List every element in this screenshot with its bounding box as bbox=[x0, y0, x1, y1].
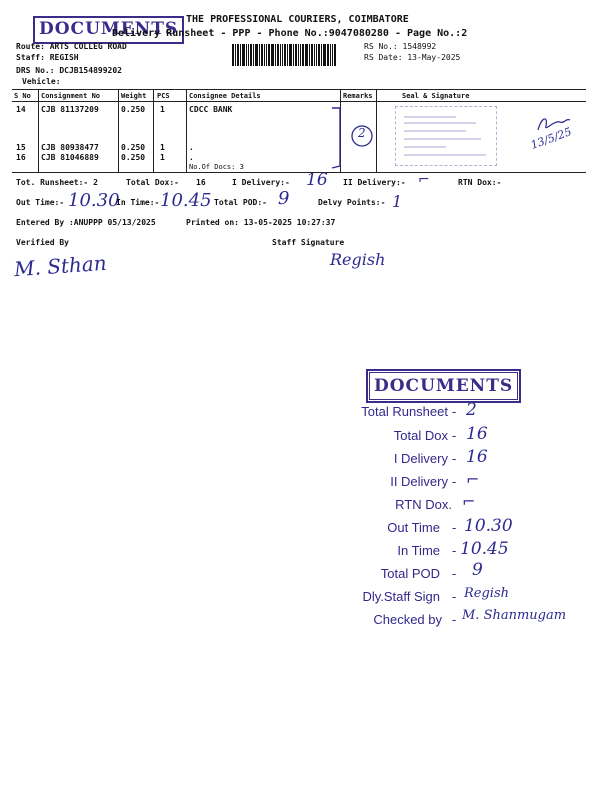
delvy-points-label: Delvy Points:- bbox=[318, 198, 386, 207]
in-time-label: In Time:- bbox=[116, 198, 160, 207]
summary-value-checked-by: M. Shanmugam bbox=[462, 608, 567, 623]
summary-dash-total-dox: - bbox=[452, 428, 457, 443]
col-header-weight: Weight bbox=[121, 92, 147, 100]
verified-by-signature: M. Sthan bbox=[13, 250, 108, 282]
row-16-sno: 16 bbox=[16, 153, 26, 162]
summary-value-total-runsheet: 2 bbox=[466, 400, 477, 420]
col-divider-4 bbox=[186, 89, 187, 172]
rs-no: RS No.: 1548992 bbox=[364, 42, 437, 51]
row-14-consignee: CDCC BANK bbox=[189, 105, 233, 114]
total-pod-value: 9 bbox=[278, 188, 290, 209]
summary-label-total-runsheet: Total Runsheet bbox=[361, 404, 448, 419]
tot-runsheet: Tot. Runsheet:- 2 bbox=[16, 178, 98, 187]
total-dox-value: 16 bbox=[196, 178, 206, 187]
total-pod-label: Total POD:- bbox=[214, 198, 267, 207]
row-16-weight: 0.250 bbox=[121, 153, 146, 162]
row-16-pcs: 1 bbox=[160, 153, 165, 162]
row-16-consignment: CJB 81046889 bbox=[41, 153, 99, 162]
table-bottom-border bbox=[12, 172, 586, 173]
table-header-border bbox=[12, 101, 586, 102]
row-15-sno: 15 bbox=[16, 143, 26, 152]
col-header-pcs: PCS bbox=[157, 92, 170, 100]
out-time-value: 10.30 bbox=[68, 190, 120, 211]
summary-value-i-delivery: 16 bbox=[466, 447, 488, 467]
entered-by: Entered By :ANUPPP 05/13/2025 bbox=[16, 218, 156, 227]
summary-label-total-pod: Total POD bbox=[380, 566, 440, 581]
table-top-border bbox=[12, 89, 586, 90]
col-header-sno: S No bbox=[14, 92, 31, 100]
staff: Staff: REGISH bbox=[16, 53, 79, 62]
i-delivery-value: 16 bbox=[306, 170, 328, 190]
rs-date: RS Date: 13-May-2025 bbox=[364, 53, 461, 62]
summary-dash-ii-delivery: - bbox=[452, 474, 457, 489]
summary-dash-checked-by: - bbox=[452, 612, 457, 627]
summary-label-dly-staff-sign: Dly.Staff Sign bbox=[362, 589, 440, 604]
i-delivery-label: I Delivery:- bbox=[232, 178, 290, 187]
seal-signature-scribble bbox=[534, 114, 574, 134]
summary-dash-out-time: - bbox=[452, 520, 457, 535]
summary-value-rtn-dox: ⌐ bbox=[462, 492, 476, 511]
vehicle: Vehicle: bbox=[22, 77, 61, 86]
verified-by-label: Verified By bbox=[16, 238, 69, 247]
row-15-weight: 0.250 bbox=[121, 143, 146, 152]
documents-stamp-top-text: DOCUMENTS bbox=[39, 19, 179, 39]
runsheet-title: Delivery Runsheet - PPP - Phone No.:9047080280 - Page No.:2 bbox=[112, 28, 468, 39]
drs-no: DRS No.: DCJB154899202 bbox=[16, 66, 122, 75]
seal-signature-handwritten: 13/5/25 bbox=[529, 125, 574, 152]
summary-value-ii-delivery: ⌐ bbox=[466, 470, 480, 489]
documents-stamp-summary-text: DOCUMENTS bbox=[374, 376, 514, 396]
col-header-consignment: Consignment No bbox=[41, 92, 101, 100]
documents-stamp-summary bbox=[366, 369, 521, 403]
ii-delivery-value: ⌐ bbox=[418, 172, 430, 188]
in-time-value: 10.45 bbox=[160, 190, 212, 211]
summary-label-total-dox: Total Dox bbox=[393, 428, 448, 443]
summary-label-out-time: Out Time bbox=[387, 520, 440, 535]
col-divider-1 bbox=[38, 89, 39, 172]
col-divider-3 bbox=[153, 89, 154, 172]
summary-label-ii-delivery: II Delivery bbox=[390, 474, 448, 489]
row-14-weight: 0.250 bbox=[121, 105, 146, 114]
ii-delivery-label: II Delivery:- bbox=[343, 178, 406, 187]
row-15-consignee: . bbox=[189, 143, 194, 152]
col-header-remarks: Remarks bbox=[343, 92, 373, 100]
summary-label-i-delivery: I Delivery bbox=[393, 451, 448, 466]
remark-handwritten: 2 bbox=[358, 126, 366, 140]
row-16-consignee: . bbox=[189, 153, 194, 162]
route: Route: ARTS COLLEG ROAD bbox=[16, 42, 127, 51]
summary-value-in-time: 10.45 bbox=[460, 539, 509, 559]
row-15-consignment: CJB 80938477 bbox=[41, 143, 99, 152]
seal-stamp bbox=[395, 106, 497, 166]
documents-stamp-summary-inner bbox=[369, 372, 518, 400]
summary-dash-i-delivery: - bbox=[452, 451, 457, 466]
row-14-sno: 14 bbox=[16, 105, 26, 114]
summary-value-out-time: 10.30 bbox=[464, 516, 513, 536]
no-of-docs: No.Of Docs: 3 bbox=[189, 163, 244, 171]
summary-dash-total-runsheet: - bbox=[452, 404, 457, 419]
col-header-seal: Seal & Signature bbox=[402, 92, 470, 100]
row-15-pcs: 1 bbox=[160, 143, 165, 152]
seal-stamp-texture bbox=[396, 107, 496, 165]
summary-label-checked-by: Checked by bbox=[373, 612, 442, 627]
printed-on: Printed on: 13-05-2025 10:27:37 bbox=[186, 218, 336, 227]
summary-dash-total-pod: - bbox=[452, 566, 457, 581]
summary-value-total-pod: 9 bbox=[472, 560, 483, 580]
delvy-points-value: 1 bbox=[392, 192, 403, 211]
barcode bbox=[232, 44, 337, 66]
col-header-consignee: Consignee Details bbox=[189, 92, 261, 100]
staff-signature-label: Staff Signature bbox=[272, 238, 345, 247]
summary-label-in-time: In Time bbox=[397, 543, 440, 558]
company-name: THE PROFESSIONAL COURIERS, COIMBATORE bbox=[186, 14, 409, 25]
summary-dash-dly-staff-sign: - bbox=[452, 589, 457, 604]
summary-dash-in-time: - bbox=[452, 543, 457, 558]
row-14-pcs: 1 bbox=[160, 105, 165, 114]
total-dox-label: Total Dox:- bbox=[126, 178, 179, 187]
rtn-dox-label: RTN Dox:- bbox=[458, 178, 502, 187]
summary-label-rtn-dox: RTN Dox. bbox=[395, 497, 452, 512]
out-time-label: Out Time:- bbox=[16, 198, 65, 207]
remark-bracket-mark bbox=[328, 104, 378, 172]
summary-value-total-dox: 16 bbox=[466, 424, 488, 444]
staff-signature: Regish bbox=[330, 250, 386, 269]
summary-value-dly-staff-sign: Regish bbox=[464, 586, 510, 601]
row-14-consignment: CJB 81137209 bbox=[41, 105, 99, 114]
col-divider-2 bbox=[118, 89, 119, 172]
